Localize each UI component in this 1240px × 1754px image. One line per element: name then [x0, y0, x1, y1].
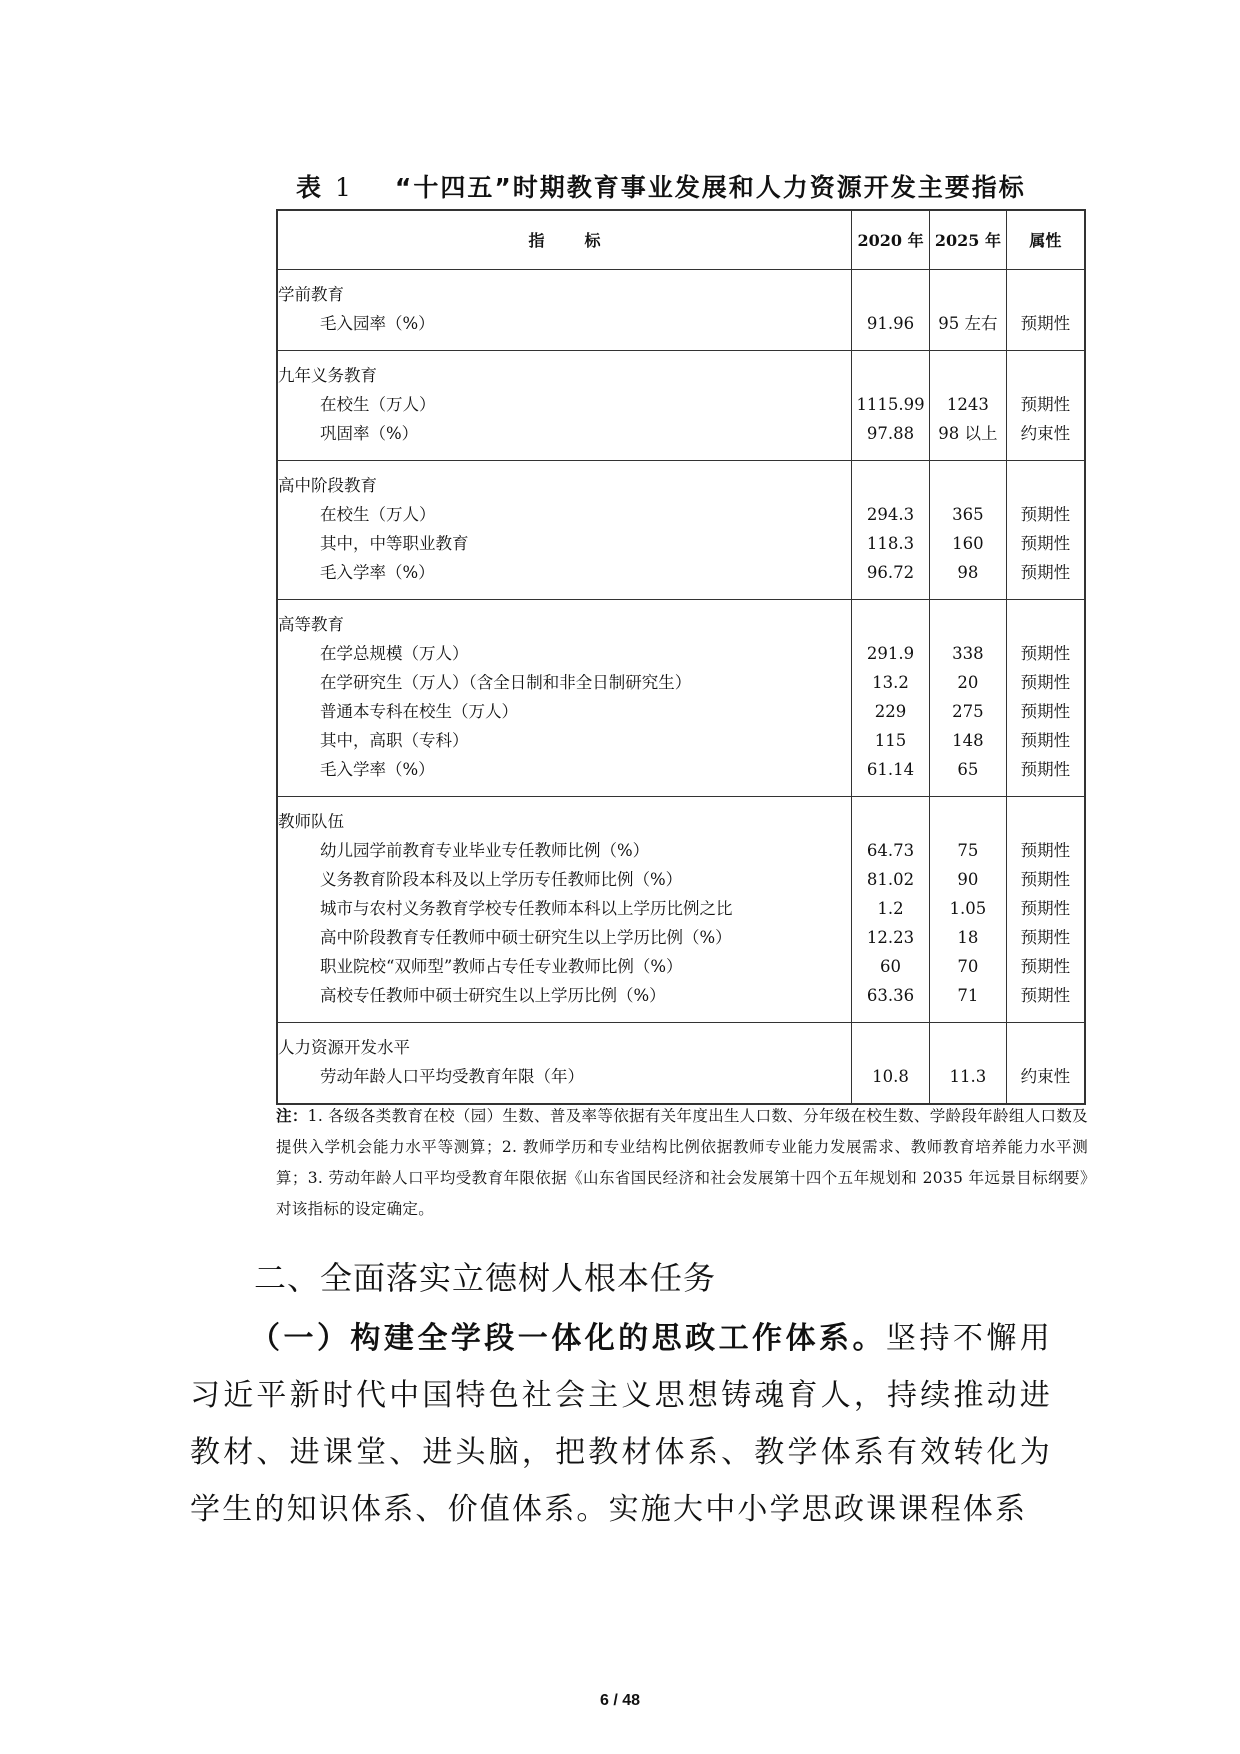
empty-cell [1006, 807, 1085, 836]
empty-cell [930, 807, 1007, 836]
padding-cell [277, 1010, 852, 1023]
row-label: 毛入学率（%） [277, 558, 852, 587]
value-2020: 63.36 [852, 981, 930, 1010]
table-row [277, 529, 1085, 558]
padding-cell [930, 338, 1007, 351]
table-row [277, 668, 1085, 697]
table-group [277, 797, 1085, 1023]
row-attribute: 约束性 [1006, 1062, 1085, 1091]
empty-cell [930, 361, 1007, 390]
padding-cell [930, 784, 1007, 797]
paragraph-body: 坚持不懈用习近平新时代中国特色社会主义思想铸魂育人，持续推动进教材、进课堂、进头脑，把教材体系、教学体系有效转化为学生的知识体系、价值体系。实施大中小学思政课课程体系 [190, 1321, 1052, 1527]
padding-cell [277, 351, 852, 362]
group-header-row [277, 610, 1085, 639]
table-row [277, 697, 1085, 726]
value-2025: 338 [930, 639, 1007, 668]
padding-cell [277, 1023, 852, 1034]
value-2025: 1243 [930, 390, 1007, 419]
note-text: 1. 各级各类教育在校（园）生数、普及率等依据有关年度出生人口数、分年级在校生数、学龄段年龄组人口数及提供入学机会能力水平等测算；2. 教师学历和专业结构比例依据教师专业能力发展需求、教师教育培养能力水平测算；3. 劳动年龄人口平均受教育年限依据《山东省国民经济和社会发展第十四个五年规划和 2035 年远景目标纲要》对该指标的设定确定。 [276, 1107, 1088, 1218]
group-padding [277, 784, 1085, 797]
padding-cell [852, 600, 930, 611]
table-row [277, 981, 1085, 1010]
group-padding [277, 270, 1085, 281]
row-label: 其中，高职（专科） [277, 726, 852, 755]
value-2025: 75 [930, 836, 1007, 865]
header-indicator: 指 标 [277, 210, 852, 270]
table-row [277, 639, 1085, 668]
table-row [277, 894, 1085, 923]
value-2025: 148 [930, 726, 1007, 755]
row-label: 在学总规模（万人） [277, 639, 852, 668]
value-2025: 160 [930, 529, 1007, 558]
group-header-row [277, 361, 1085, 390]
table-group [277, 461, 1085, 600]
padding-cell [852, 1023, 930, 1034]
header-attribute: 属性 [1006, 210, 1085, 270]
row-label: 高校专任教师中硕士研究生以上学历比例（%） [277, 981, 852, 1010]
table-row [277, 558, 1085, 587]
padding-cell [277, 587, 852, 600]
padding-cell [930, 797, 1007, 808]
table-row [277, 755, 1085, 784]
padding-cell [1006, 351, 1085, 362]
padding-cell [1006, 600, 1085, 611]
empty-cell [1006, 361, 1085, 390]
header-2025: 2025 年 [930, 210, 1007, 270]
value-2020: 91.96 [852, 309, 930, 338]
row-label: 职业院校“双师型”教师占专任专业教师比例（%） [277, 952, 852, 981]
empty-cell [852, 1033, 930, 1062]
padding-cell [277, 784, 852, 797]
value-2020: 294.3 [852, 500, 930, 529]
section-heading: 二、全面落实立德树人根本任务 [254, 1259, 717, 1297]
row-attribute: 预期性 [1006, 697, 1085, 726]
padding-cell [852, 784, 930, 797]
value-2025: 18 [930, 923, 1007, 952]
row-attribute: 预期性 [1006, 390, 1085, 419]
group-name: 教师队伍 [277, 807, 852, 836]
value-2025: 11.3 [930, 1062, 1007, 1091]
empty-cell [930, 610, 1007, 639]
padding-cell [852, 797, 930, 808]
padding-cell [852, 1010, 930, 1023]
row-label: 普通本专科在校生（万人） [277, 697, 852, 726]
padding-cell [930, 270, 1007, 281]
value-2025: 275 [930, 697, 1007, 726]
row-label: 义务教育阶段本科及以上学历专任教师比例（%） [277, 865, 852, 894]
empty-cell [1006, 1033, 1085, 1062]
value-2025: 95 左右 [930, 309, 1007, 338]
table-note [276, 1101, 1088, 1225]
group-padding [277, 338, 1085, 351]
value-2025: 20 [930, 668, 1007, 697]
header-2020: 2020 年 [852, 210, 930, 270]
empty-cell [1006, 610, 1085, 639]
row-attribute: 预期性 [1006, 309, 1085, 338]
table-row [277, 390, 1085, 419]
padding-cell [852, 338, 930, 351]
padding-cell [930, 587, 1007, 600]
group-padding [277, 448, 1085, 461]
row-attribute: 预期性 [1006, 755, 1085, 784]
empty-cell [852, 361, 930, 390]
row-attribute: 预期性 [1006, 923, 1085, 952]
paragraph-lead: （一）构建全学段一体化的思政工作体系。 [250, 1321, 886, 1356]
table-title-prefix: 表 [296, 173, 324, 202]
empty-cell [852, 471, 930, 500]
row-label: 在学研究生（万人）（含全日制和非全日制研究生） [277, 668, 852, 697]
row-attribute: 预期性 [1006, 894, 1085, 923]
group-header-row [277, 1033, 1085, 1062]
row-attribute: 预期性 [1006, 865, 1085, 894]
table-header-row [277, 210, 1085, 270]
padding-cell [1006, 448, 1085, 461]
value-2020: 291.9 [852, 639, 930, 668]
padding-cell [1006, 797, 1085, 808]
empty-cell [852, 610, 930, 639]
value-2020: 64.73 [852, 836, 930, 865]
indicators-table [276, 209, 1086, 1105]
padding-cell [930, 351, 1007, 362]
empty-cell [930, 1033, 1007, 1062]
padding-cell [852, 270, 930, 281]
row-label: 其中，中等职业教育 [277, 529, 852, 558]
row-attribute: 预期性 [1006, 981, 1085, 1010]
table-group [277, 270, 1085, 351]
padding-cell [930, 1010, 1007, 1023]
value-2020: 229 [852, 697, 930, 726]
padding-cell [930, 461, 1007, 472]
table-group [277, 1023, 1085, 1105]
padding-cell [852, 448, 930, 461]
value-2025: 71 [930, 981, 1007, 1010]
section-paragraph [190, 1310, 1052, 1538]
table-row [277, 500, 1085, 529]
row-attribute: 预期性 [1006, 529, 1085, 558]
group-padding [277, 600, 1085, 611]
row-attribute: 约束性 [1006, 419, 1085, 448]
empty-cell [930, 280, 1007, 309]
table-title-number: 1 [335, 173, 353, 202]
value-2020: 1115.99 [852, 390, 930, 419]
table-row [277, 726, 1085, 755]
value-2025: 90 [930, 865, 1007, 894]
value-2020: 61.14 [852, 755, 930, 784]
row-attribute: 预期性 [1006, 639, 1085, 668]
group-header-row [277, 471, 1085, 500]
group-padding [277, 1010, 1085, 1023]
row-label: 高中阶段教育专任教师中硕士研究生以上学历比例（%） [277, 923, 852, 952]
group-name: 九年义务教育 [277, 361, 852, 390]
row-label: 毛入学率（%） [277, 755, 852, 784]
padding-cell [1006, 1010, 1085, 1023]
group-name: 人力资源开发水平 [277, 1033, 852, 1062]
value-2020: 115 [852, 726, 930, 755]
row-label: 在校生（万人） [277, 390, 852, 419]
padding-cell [852, 351, 930, 362]
value-2020: 13.2 [852, 668, 930, 697]
padding-cell [930, 600, 1007, 611]
row-attribute: 预期性 [1006, 836, 1085, 865]
padding-cell [1006, 1023, 1085, 1034]
table-group [277, 351, 1085, 461]
row-label: 劳动年龄人口平均受教育年限（年） [277, 1062, 852, 1091]
empty-cell [1006, 280, 1085, 309]
group-padding [277, 461, 1085, 472]
row-label: 巩固率（%） [277, 419, 852, 448]
value-2020: 96.72 [852, 558, 930, 587]
value-2020: 10.8 [852, 1062, 930, 1091]
value-2025: 70 [930, 952, 1007, 981]
table-row [277, 309, 1085, 338]
value-2025: 365 [930, 500, 1007, 529]
value-2020: 97.88 [852, 419, 930, 448]
row-label: 毛入园率（%） [277, 309, 852, 338]
row-attribute: 预期性 [1006, 558, 1085, 587]
group-padding [277, 797, 1085, 808]
table-row [277, 865, 1085, 894]
padding-cell [1006, 587, 1085, 600]
value-2020: 118.3 [852, 529, 930, 558]
value-2025: 1.05 [930, 894, 1007, 923]
empty-cell [930, 471, 1007, 500]
table-title [296, 168, 1096, 204]
padding-cell [852, 461, 930, 472]
padding-cell [852, 587, 930, 600]
padding-cell [277, 600, 852, 611]
value-2025: 65 [930, 755, 1007, 784]
padding-cell [1006, 338, 1085, 351]
value-2020: 60 [852, 952, 930, 981]
padding-cell [930, 1023, 1007, 1034]
padding-cell [1006, 461, 1085, 472]
empty-cell [1006, 471, 1085, 500]
group-name: 高中阶段教育 [277, 471, 852, 500]
table-row [277, 923, 1085, 952]
row-attribute: 预期性 [1006, 500, 1085, 529]
row-label: 城市与农村义务教育学校专任教师本科以上学历比例之比 [277, 894, 852, 923]
table-row [277, 1062, 1085, 1091]
row-attribute: 预期性 [1006, 726, 1085, 755]
page-number: 6 / 48 [599, 1692, 641, 1709]
note-label: 注： [276, 1107, 308, 1125]
group-header-row [277, 280, 1085, 309]
empty-cell [852, 280, 930, 309]
row-label: 在校生（万人） [277, 500, 852, 529]
row-label: 幼儿园学前教育专业毕业专任教师比例（%） [277, 836, 852, 865]
table-row [277, 836, 1085, 865]
group-padding [277, 1023, 1085, 1034]
padding-cell [277, 270, 852, 281]
padding-cell [277, 338, 852, 351]
padding-cell [930, 448, 1007, 461]
table-group [277, 600, 1085, 797]
value-2020: 12.23 [852, 923, 930, 952]
value-2020: 1.2 [852, 894, 930, 923]
table-row [277, 419, 1085, 448]
value-2020: 81.02 [852, 865, 930, 894]
padding-cell [277, 448, 852, 461]
group-header-row [277, 807, 1085, 836]
table-row [277, 952, 1085, 981]
value-2025: 98 [930, 558, 1007, 587]
padding-cell [1006, 270, 1085, 281]
row-attribute: 预期性 [1006, 668, 1085, 697]
padding-cell [277, 461, 852, 472]
group-name: 高等教育 [277, 610, 852, 639]
padding-cell [277, 797, 852, 808]
table-title-text: “十四五”时期教育事业发展和人力资源开发主要指标 [394, 173, 1026, 202]
value-2025: 98 以上 [930, 419, 1007, 448]
group-padding [277, 587, 1085, 600]
group-padding [277, 351, 1085, 362]
group-name: 学前教育 [277, 280, 852, 309]
empty-cell [852, 807, 930, 836]
row-attribute: 预期性 [1006, 952, 1085, 981]
padding-cell [1006, 784, 1085, 797]
